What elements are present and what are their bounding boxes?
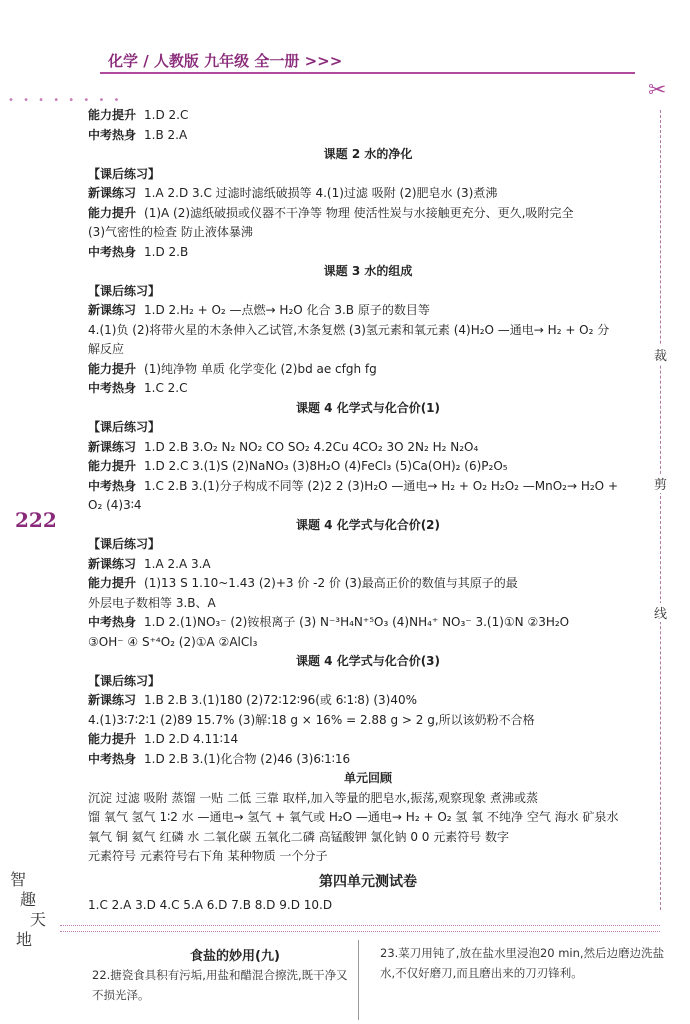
section-title xyxy=(88,516,648,536)
answer-line xyxy=(88,243,648,263)
answer-line xyxy=(88,340,648,360)
answer-line xyxy=(88,360,648,380)
page-header xyxy=(0,35,690,106)
answer-text: 1.D 2.D 4.11∶14 xyxy=(144,732,239,746)
deco-char: 地 xyxy=(16,930,33,949)
header-rule xyxy=(100,72,635,74)
answer-text: 氧气 铜 氦气 红磷 水 二氧化碳 五氧化二磷 高锰酸钾 氯化钠 0 0 元素符号 数字 xyxy=(88,829,510,844)
section-title xyxy=(88,652,648,672)
answer-text: 馏 氧气 氢气 1∶2 水 —通电→ 氢气 + 氧气或 H₂O —通电→ H₂ + O₂ 氢 氧 不纯净 空气 海水 矿泉水 xyxy=(88,810,619,824)
footer-divider xyxy=(358,940,359,1020)
answer-text: 外层电子数相等 3.B、A xyxy=(88,595,216,610)
answer-content xyxy=(88,106,648,916)
answer-line xyxy=(88,204,648,224)
answer-line xyxy=(88,321,648,341)
answer-text: 课题 3 水的组成 xyxy=(323,264,413,278)
page-number: 222 xyxy=(15,508,57,532)
subsection-label xyxy=(88,672,648,692)
deco-char: 趣 xyxy=(20,890,37,909)
answer-text: 4.(1)3∶7∶2∶1 (2)89 15.7% (3)解:18 g × 16% = 2.88 g > 2 g,所以该奶粉不合格 xyxy=(88,712,535,727)
answer-text: 1.A 2.A 3.A xyxy=(144,556,211,571)
answer-text: 【课后练习】 xyxy=(88,283,161,298)
answer-line xyxy=(88,477,648,497)
answer-category-label: 中考热身 xyxy=(88,127,137,142)
answer-text: 4.(1)负 (2)将带火星的木条伸入乙试管,木条复燃 (3)氢元素和氧元素 (4)H₂O —通电→ H₂ + O₂ 分 xyxy=(88,322,610,337)
answer-line xyxy=(88,126,648,146)
cut-label-3: 线 xyxy=(654,603,667,622)
header-title: 化学 / 人教版 九年级 全一册 >>> xyxy=(108,52,343,70)
answer-text: 第四单元测试卷 xyxy=(319,873,417,890)
footer-rule xyxy=(60,931,660,932)
answer-line xyxy=(88,711,648,731)
answer-line xyxy=(88,633,648,653)
answer-text: 1.D 2.B 3.(1)化合物 (2)46 (3)6∶1∶16 xyxy=(144,751,351,766)
deco-char: 天 xyxy=(30,910,47,929)
answer-text: 沉淀 过滤 吸附 蒸馏 一贴 二低 三靠 取样,加入等量的肥皂水,振荡,观察现象 煮沸或蒸 xyxy=(88,790,538,805)
answer-line xyxy=(88,301,648,321)
answer-category-label: 新课练习 xyxy=(88,556,137,571)
answer-text: O₂ (4)3∶4 xyxy=(88,498,142,512)
tips-title: 食盐的妙用(九) xyxy=(190,949,280,964)
cut-line xyxy=(660,110,661,910)
answer-text: 解反应 xyxy=(88,342,125,356)
answer-text: 1.C 2.B 3.(1)分子构成不同等 (2)2 2 (3)H₂O —通电→ H₂ + O₂ H₂O₂ —MnO₂→ H₂O + xyxy=(144,478,618,493)
tips-footer xyxy=(0,925,690,1024)
answer-text: 1.D 2.B 3.O₂ N₂ NO₂ CO SO₂ 4.2Cu 4CO₂ 3O 2N₂ H₂ N₂O₄ xyxy=(144,439,479,454)
answer-line xyxy=(88,496,648,516)
scissors-icon: ✂ xyxy=(648,78,667,103)
section-title xyxy=(88,769,648,789)
answer-text: (1)13 S 1.10~1.43 (2)+3 价 -2 价 (3)最高正价的数值与其原子的最 xyxy=(144,576,518,590)
answer-category-label: 能力提升 xyxy=(88,361,137,376)
answer-text: 【课后练习】 xyxy=(88,166,161,181)
answer-line xyxy=(88,438,648,458)
answer-line xyxy=(88,379,648,399)
answer-text: 课题 4 化学式与化合价(3) xyxy=(295,654,441,668)
answer-category-label: 能力提升 xyxy=(88,732,137,746)
answer-line xyxy=(88,555,648,575)
answer-text: 1.B 2.B 3.(1)180 (2)72∶12∶96(或 6∶1∶8) (3)40% xyxy=(144,693,418,707)
tip-left-text: 22.搪瓷食具积有污垢,用盐和醋混合擦洗,既干净又不损光泽。 xyxy=(92,968,348,1002)
answer-text: 课题 4 化学式与化合价(1) xyxy=(295,400,441,415)
answer-text: 【课后练习】 xyxy=(88,420,161,434)
answer-text: 1.A 2.D 3.C 过滤时滤纸破损等 4.(1)过滤 吸附 (2)肥皂水 (3)煮沸 xyxy=(144,186,498,200)
answer-text: 1.D 2.B xyxy=(144,244,189,259)
answer-line xyxy=(88,457,648,477)
deco-char: 智 xyxy=(10,870,27,889)
answer-text: 课题 2 水的净化 xyxy=(323,147,413,161)
answer-category-label: 能力提升 xyxy=(88,108,137,122)
answer-line xyxy=(88,750,648,770)
answer-text: 1.D 2.(1)NO₃⁻ (2)铵根离子 (3) N⁻³H₄N⁺⁵O₃ (4)NH₄⁺ NO₃⁻ 3.(1)①N ②3H₂O xyxy=(144,615,570,629)
answer-text: 【课后练习】 xyxy=(88,673,161,688)
answer-category-label: 能力提升 xyxy=(88,205,137,220)
answer-text: 1.D 2.C 3.(1)S (2)NaNO₃ (3)8H₂O (4)FeCl₃ (5)Ca(OH)₂ (6)P₂O₅ xyxy=(144,459,508,473)
answer-line xyxy=(88,808,648,828)
answer-line xyxy=(88,691,648,711)
answer-text: (3)气密性的检查 防止液体暴沸 xyxy=(88,225,253,239)
footer-rule xyxy=(60,925,660,926)
answer-category-label: 能力提升 xyxy=(88,459,137,473)
answer-line xyxy=(88,184,648,204)
answer-category-label: 中考热身 xyxy=(88,615,137,629)
answer-category-label: 新课练习 xyxy=(88,693,137,707)
answer-text: 【课后练习】 xyxy=(88,537,161,551)
answer-line xyxy=(88,896,648,916)
answer-text: 元素符号 元素符号右下角 某种物质 一个分子 xyxy=(88,849,328,863)
answer-category-label: 能力提升 xyxy=(88,576,137,590)
answer-category-label: 中考热身 xyxy=(88,751,137,766)
answer-line xyxy=(88,106,648,126)
answer-text: 单元回顾 xyxy=(343,771,392,785)
answer-text: 1.D 2.H₂ + O₂ —点燃→ H₂O 化合 3.B 原子的数目等 xyxy=(144,303,430,317)
answer-category-label: 新课练习 xyxy=(88,439,137,454)
answer-category-label: 中考热身 xyxy=(88,381,137,395)
section-title xyxy=(88,262,648,282)
answer-line xyxy=(88,594,648,614)
answer-line xyxy=(88,828,648,848)
answer-line xyxy=(88,730,648,750)
section-title xyxy=(88,399,648,419)
answer-category-label: 新课练习 xyxy=(88,186,137,200)
answer-line xyxy=(88,574,648,594)
answer-text: ③OH⁻ ④ S⁺⁴O₂ (2)①A ②AlCl₃ xyxy=(88,634,258,649)
subsection-label xyxy=(88,418,648,438)
subsection-label xyxy=(88,535,648,555)
unit-test-title xyxy=(88,873,648,893)
section-title xyxy=(88,145,648,165)
answer-text: (1)纯净物 单质 化学变化 (2)bd ae cfgh fg xyxy=(144,361,377,376)
tip-right-text: 23.菜刀用钝了,放在盐水里浸泡20 min,然后边磨边洗盐水,不仅好磨刀,而且磨出来的刀刃锋利。 xyxy=(380,946,665,980)
cut-label-2: 剪 xyxy=(654,474,667,493)
answer-text: 1.C 2.C xyxy=(144,381,188,395)
header-dots: • • • • • • • • xyxy=(8,95,123,106)
cut-label-1: 裁 xyxy=(654,345,667,364)
answer-line xyxy=(88,223,648,243)
answer-text: 1.B 2.A xyxy=(144,127,188,142)
subsection-label xyxy=(88,282,648,302)
answer-text: 课题 4 化学式与化合价(2) xyxy=(295,517,441,532)
answer-text: 1.C 2.A 3.D 4.C 5.A 6.D 7.B 8.D 9.D 10.D xyxy=(88,898,333,912)
answer-category-label: 新课练习 xyxy=(88,303,137,317)
answer-line xyxy=(88,613,648,633)
answer-line xyxy=(88,847,648,867)
answer-text: (1)A (2)滤纸破损或仪器不干净等 物理 使活性炭与水接触更充分、更久,吸附完全 xyxy=(144,205,574,220)
answer-line xyxy=(88,789,648,809)
answer-category-label: 中考热身 xyxy=(88,244,137,259)
answer-text: 1.D 2.C xyxy=(144,108,189,122)
subsection-label xyxy=(88,165,648,185)
answer-category-label: 中考热身 xyxy=(88,478,137,493)
